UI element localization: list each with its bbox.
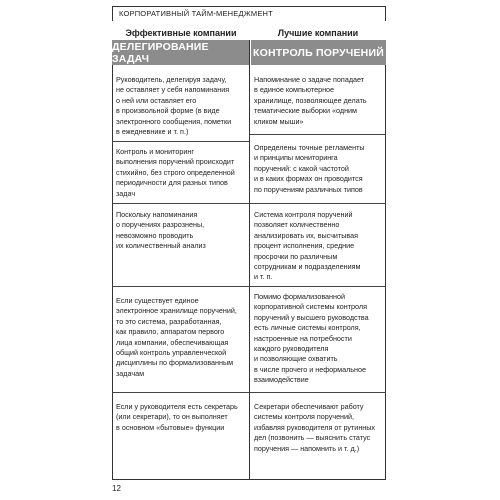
row-divider [250, 392, 386, 393]
table-cell: Контроль и мониторинг выполнения поручений происходит стихийно, без строго определенной периодичности для разных типов задач [116, 147, 235, 198]
column-divider [249, 40, 250, 479]
table-cell: Если у руководителя есть секретарь (или секретари), то он выполняет в основном «бытовые» функции [116, 402, 238, 432]
table-cell: Если существует единое электронное хранилище поручений, то это система, разработанная, как правило, аппаратом первого лица компании, обеспечивающая общий контроль управленческой дисциплины по формализованным задачам [116, 296, 237, 378]
row-divider [112, 392, 249, 393]
row-divider [112, 203, 249, 204]
page-number: 12 [112, 484, 121, 493]
table-cell: Руководитель, делегируя задачу, не оставляет у себя напоминания о ней или оставляет его в произвольной форме (в виде электронного сообщения, пометки в ежедневнике и т. п.) [116, 75, 232, 137]
footer-rule [112, 479, 386, 480]
right-column-heading: Лучшие компании [277, 28, 359, 38]
table-cell: Поскольку напоминания о поручениях разрознены, невозможно проводить их количественный анализ [116, 210, 206, 251]
running-header [112, 6, 386, 21]
left-column-heading: Эффективные компании [125, 28, 237, 38]
table-cell: Система контроля поручений позволяет количественно анализировать их, высчитывая процент исполнения, средние просрочки по различным сотрудникам и подразделениям и т. п. [254, 210, 361, 282]
row-divider [250, 203, 386, 204]
left-band-title: ДЕЛЕГИРОВАНИЕ ЗАДАЧ [112, 40, 249, 65]
table-cell: Определены точные регламенты и принципы мониторинга поручений: с какой частотой и в каких формах он проводится по поручениям различных типов [254, 143, 365, 194]
table-cell: Напоминание о задаче попадает в единое компьютерное хранилище, позволяющее делать тематические выборки «одним кликом мыши» [254, 75, 367, 126]
table-cell: Помимо формализованной корпоративной системы контроля поручений у высшего руководства есть личные системы контроля, настроенные на потребности каждого руководителя и позволяющие охватить в числе прочего и неформальное взаимодействие [254, 292, 369, 385]
table-cell: Секретари обеспечивают работу системы контроля поручений, избавляя руководителя от рутинных дел (позвонить — выяснить статус поручения — напомнить и т. д.) [254, 402, 376, 453]
row-divider [250, 134, 386, 135]
row-divider [112, 286, 249, 287]
right-band-title: КОНТРОЛЬ ПОРУЧЕНИЙ [251, 40, 386, 65]
running-title: КОРПОРАТИВНЫЙ ТАЙМ-МЕНЕДЖМЕНТ [119, 9, 273, 18]
row-divider [250, 286, 386, 287]
row-divider [112, 141, 249, 142]
